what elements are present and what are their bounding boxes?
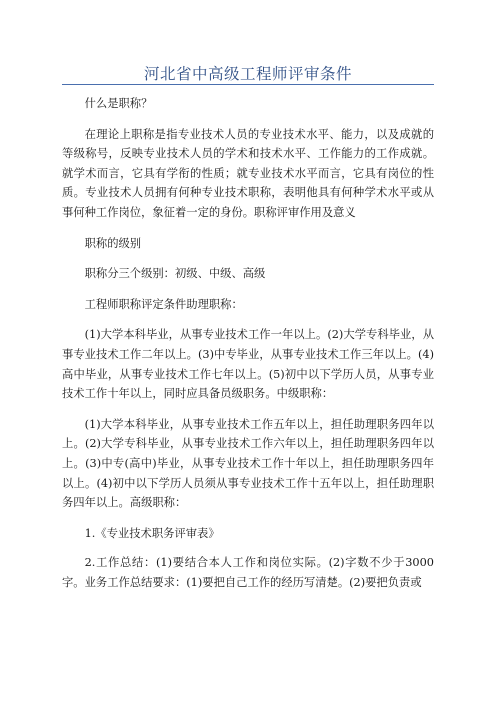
paragraph-assistant-conditions: (1)大学本科毕业，从事专业技术工作一年以上。(2)大学专科毕业，从事专业技术工作二年以上。(3)中专毕业，从事专业技术工作三年以上。(4)高中毕业，从事专业技术工作七年以上。(5)初中以下学历人员，从事专业技术工作十年以上，同时应具备员级职务。中级职称： bbox=[62, 328, 434, 401]
paragraph-review-form: 1.《专业技术职务评审表》 bbox=[84, 526, 220, 540]
title-underline bbox=[62, 84, 434, 85]
paragraph-work-summary: 2.工作总结：(1)要结合本人工作和岗位实际。(2)字数不少于3000字。业务工作总结要求：(1)要把自己工作的经历写清楚。(2)要把负责或 bbox=[62, 556, 434, 589]
document-body bbox=[62, 94, 434, 603]
paragraph-definition: 在理论上职称是指专业技术人员的专业技术水平、能力，以及成就的等级称号，反映专业技术人员的学术和技术水平、工作能力的工作成就。就学术而言，它具有学衔的性质；就专业技术水平而言，它具有岗位的性质。专业技术人员拥有何种专业技术职称，表明他具有何种学术水平或从事何种工作岗位，象征着一定的身份。职称评审作用及意义 bbox=[62, 127, 434, 219]
paragraph-levels-heading: 职称的级别 bbox=[84, 236, 142, 250]
paragraph-intermediate-conditions: (1)大学本科毕业，从事专业技术工作五年以上，担任助理职务四年以上。(2)大学专科毕业，从事专业技术工作六年以上，担任助理职务四年以上。(3)中专(高中)毕业，从事专业技术工作十年以上，担任助理职务四年以上。(4)初中以下学历人员须从事专业技术工作十五年以上，担任助理职务四年以上。高级职称： bbox=[62, 417, 434, 510]
paragraph-levels: 职称分三个级别：初级、中级、高级 bbox=[84, 267, 266, 281]
document-title: 河北省中高级工程师评审条件 bbox=[143, 65, 352, 83]
paragraph-what-is-title: 什么是职称？ bbox=[84, 97, 153, 110]
paragraph-assistant-heading: 工程师职称评定条件助理职称： bbox=[84, 297, 243, 311]
